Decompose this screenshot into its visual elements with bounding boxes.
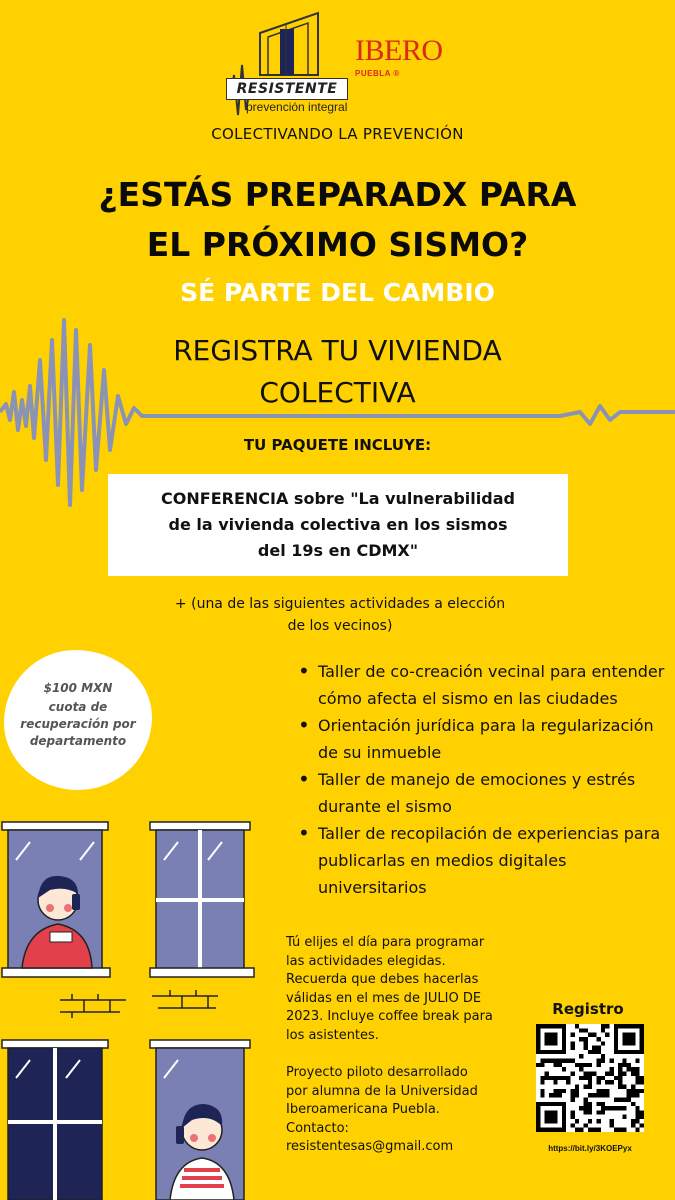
subhead: SÉ PARTE DEL CAMBIO: [180, 278, 495, 307]
conference-line-3: del 19s en CDMX": [257, 541, 419, 560]
window-person-phone-icon: [148, 1038, 258, 1200]
package-title: TU PAQUETE INCLUYE:: [243, 436, 432, 454]
info-line: Iberoamericana Puebla.: [286, 1102, 440, 1117]
info-line: Proyecto piloto desarrollado: [286, 1065, 468, 1080]
info-line: por alumna de la Universidad: [286, 1083, 478, 1099]
activity-item: • Taller de recopilación de experiencias para publicarlas en medios digitales universitarios: [296, 820, 666, 901]
plus-line-2: de los vecinos): [287, 618, 393, 634]
info-line: 2023. Incluye coffee break para: [286, 1009, 493, 1024]
kicker: COLECTIVANDO LA PREVENCIÓN: [211, 125, 464, 143]
window-empty-icon: [0, 1038, 115, 1200]
brick-wall-icon: [58, 992, 128, 1020]
headline-line-1: ¿ESTÁS PREPARADX PARA: [98, 175, 577, 214]
info-line: las actividades elegidas.: [286, 953, 446, 969]
info-line: válidas en el mes de JULIO DE: [286, 990, 482, 1006]
conference-line-2: de la vivienda colectiva en los sismos: [168, 515, 508, 534]
brick-wall-icon: [150, 988, 220, 1016]
qr-code-icon[interactable]: [536, 1024, 644, 1132]
conference-line-1: CONFERENCIA sobre "La vulnerabilidad: [161, 489, 515, 508]
info-line: los asistentes.: [286, 1027, 379, 1043]
conference-text: [108, 486, 568, 564]
plus-note: [130, 593, 550, 637]
headline-line-2: EL PRÓXIMO SISMO?: [146, 225, 529, 264]
contact-email[interactable]: resistentesas@gmail.com: [286, 1139, 454, 1154]
info-text: [286, 934, 526, 1157]
window-person-phone-icon: [0, 820, 115, 980]
window-empty-icon: [148, 820, 258, 980]
info-line: Tú elijes el día para programar: [286, 935, 485, 950]
partner-logo: IBERO: [355, 34, 443, 67]
brand-tagline: prevención integral: [246, 100, 348, 114]
partner-subtitle: PUEBLA ®: [355, 69, 400, 78]
price-text: [4, 680, 152, 750]
cta-line-2: COLECTIVA: [259, 376, 416, 409]
activity-item: • Taller de manejo de emociones y estrés durante el sismo: [296, 766, 666, 820]
headline: [0, 170, 675, 270]
activity-item: • Taller de co-creación vecinal para entender cómo afecta el sismo en las ciudades: [296, 658, 666, 712]
activities-list: [296, 658, 666, 901]
cta-line-1: REGISTRA TU VIVIENDA: [173, 334, 502, 367]
plus-line-1: + (una de las siguientes actividades a elección: [174, 596, 506, 612]
call-to-action: [0, 330, 675, 414]
price-amount: $100 MXN: [43, 681, 113, 695]
registration-label: Registro: [552, 1000, 624, 1018]
brand-name: RESISTENTE: [226, 78, 348, 100]
price-label-3: departamento: [29, 734, 127, 748]
info-line: Contacto:: [286, 1120, 349, 1136]
price-label-2: recuperación por: [20, 717, 136, 731]
info-line: Recuerda que debes hacerlas: [286, 972, 479, 987]
activity-item: • Orientación jurídica para la regularización de su inmueble: [296, 712, 666, 766]
registration-url[interactable]: https://bit.ly/3KOEPyx: [548, 1144, 632, 1153]
price-label-1: cuota de: [48, 700, 108, 714]
